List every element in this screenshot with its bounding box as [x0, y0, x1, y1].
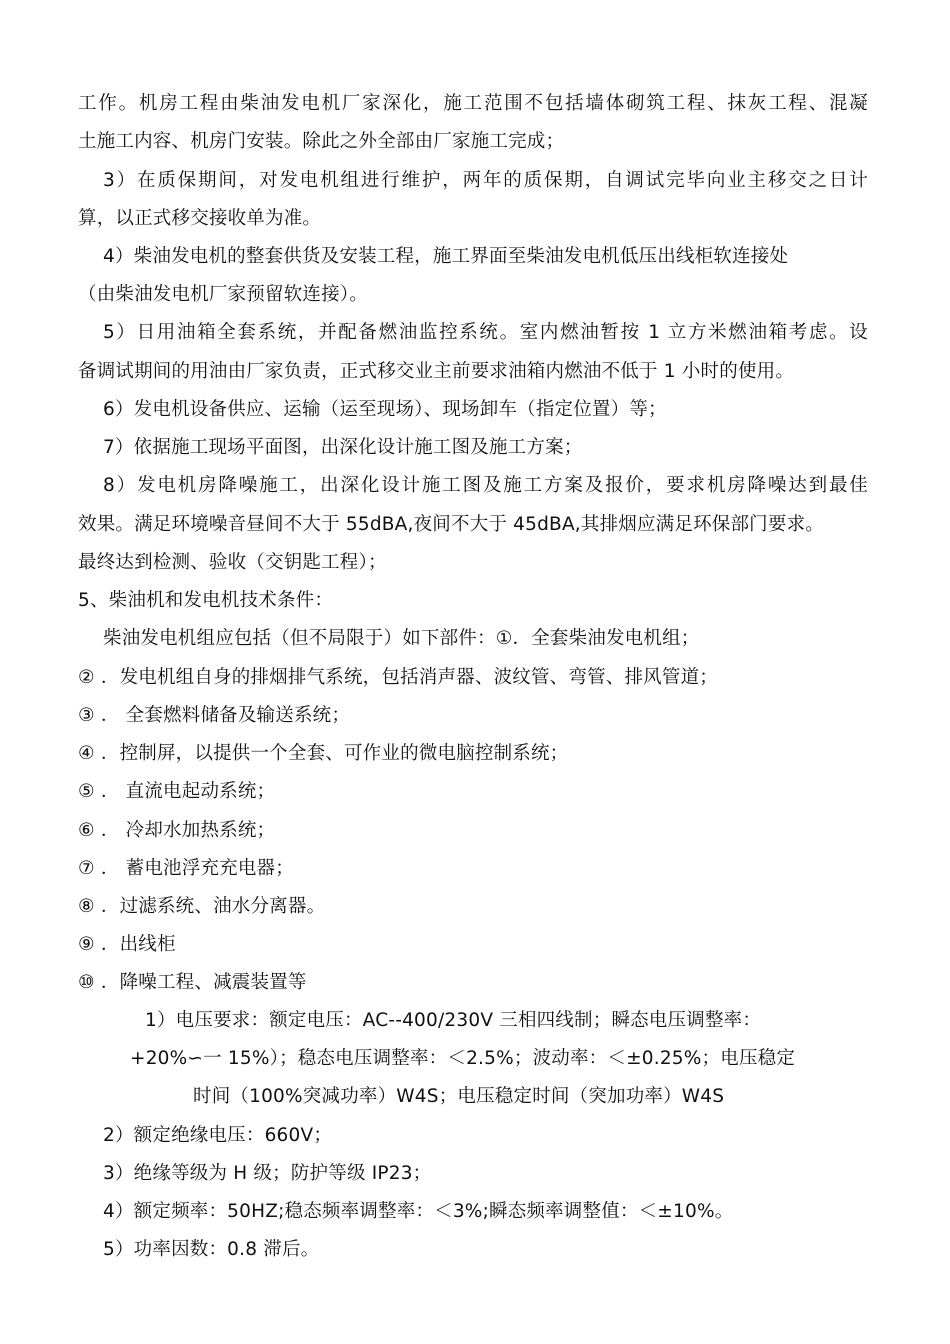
paragraph-line: 8）发电机房降噪施工，出深化设计施工图及施工方案及报价，要求机房降噪达到最佳 [103, 475, 868, 496]
paragraph-line: 柴油发电机组应包括（但不局限于）如下部件：①．全套柴油发电机组； [103, 628, 700, 649]
list-item: ⑥ ． 冷却水加热系统； [78, 820, 276, 841]
section-heading: 5、柴油机和发电机技术条件： [78, 590, 334, 611]
paragraph-line: 最终达到检测、验收（交钥匙工程）； [78, 552, 387, 573]
list-item: ③ ． 全套燃料储备及输送系统； [78, 705, 351, 726]
paragraph-line: 5）日用油箱全套系统，并配备燃油监控系统。室内燃油暂按 1 立方米燃油箱考虑。设 [103, 322, 868, 343]
paragraph-line: 3）在质保期间，对发电机组进行维护，两年的质保期，自调试完毕向业主移交之日计 [103, 170, 868, 191]
list-item: ⑩ ．降噪工程、减震装置等 [78, 972, 307, 993]
spec-line: 4）额定频率：50HZ;稳态频率调整率：＜3%;瞬态频率调整值：＜±10%。 [103, 1201, 734, 1222]
list-item: ⑤ ． 直流电起动系统； [78, 781, 276, 802]
list-item: ② ．发电机组自身的排烟排气系统，包括消声器、波纹管、弯管、排风管道； [78, 667, 718, 688]
list-item: ⑧ ．过滤系统、油水分离器。 [78, 896, 326, 917]
spec-line: 2）额定绝缘电压：660V； [103, 1125, 333, 1146]
list-item: ⑦ ． 蓄电池浮充充电器； [78, 858, 294, 879]
paragraph-line: 算，以正式移交接收单为准。 [78, 208, 322, 229]
paragraph-line: 4）柴油发电机的整套供货及安装工程，施工界面至柴油发电机低压出线柜软连接处 [103, 246, 789, 267]
paragraph-line: （由柴油发电机厂家预留软连接）。 [78, 284, 368, 305]
paragraph-line: 6）发电机设备供应、运输（运至现场）、现场卸车（指定位置）等； [103, 399, 667, 420]
spec-line: 1）电压要求：额定电压：AC--400/230V 三相四线制；瞬态电压调整率： [145, 1010, 762, 1031]
paragraph-line: 7）依据施工现场平面图，出深化设计施工图及施工方案； [103, 437, 583, 458]
list-item: ⑨ ．出线柜 [78, 934, 176, 955]
spec-line: 3）绝缘等级为 H 级；防护等级 IP23； [103, 1163, 432, 1184]
spec-line: 5）功率因数：0.8 滞后。 [103, 1239, 320, 1260]
paragraph-line: 土施工内容、机房门安装。除此之外全部由厂家施工完成； [78, 131, 565, 152]
paragraph-line: 工作。机房工程由柴油发电机厂家深化，施工范围不包括墙体砌筑工程、抹灰工程、混凝 [78, 93, 868, 114]
paragraph-line: 效果。满足环境噪音昼间不大于 55dBA,夜间不大于 45dBA,其排烟应满足环保部门要求。 [78, 514, 824, 535]
spec-line: 时间（100%突减功率）W4S；电压稳定时间（突加功率）W4S [193, 1086, 725, 1107]
list-item: ④ ．控制屏，以提供一个全套、可作业的微电脑控制系统； [78, 743, 569, 764]
paragraph-line: 备调试期间的用油由厂家负责，正式移交业主前要求油箱内燃油不低于 1 小时的使用。 [78, 361, 795, 382]
spec-line: +20%∽一 15%）；稳态电压调整率：＜2.5%；波动率：＜±0.25%；电压稳定 [130, 1048, 796, 1069]
